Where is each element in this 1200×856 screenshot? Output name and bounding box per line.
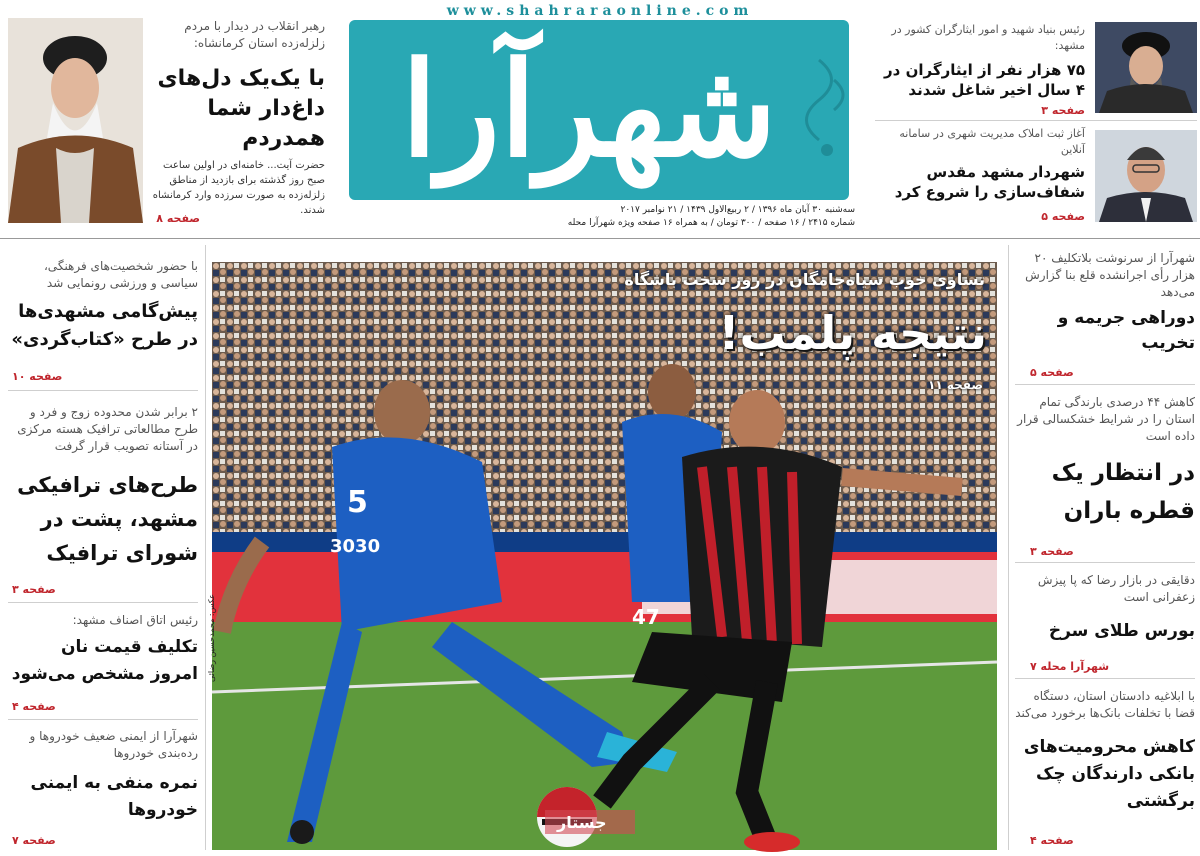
top-right-kicker-2: آغاز ثبت املاک مدیریت شهری در سامانه آنلاین xyxy=(899,127,1085,156)
shirt-sponsor-blue: 3030 xyxy=(330,536,381,557)
right-page-1[interactable]: صفحه ۵ xyxy=(1030,366,1074,379)
left-headline-2[interactable]: طرح‌های ترافیکی مشهد، پشت در شورای ترافیک xyxy=(17,473,198,565)
left-kicker-1: با حضور شخصیت‌های فرهنگی، سیاسی و ورزشی رونمایی شد xyxy=(43,259,198,290)
top-right-photo-2 xyxy=(1095,130,1197,222)
right-page-2[interactable]: صفحه ۳ xyxy=(1030,545,1074,558)
right-kicker-1: شهرآرا از سرنوشت بلاتکلیف ۲۰ هزار رأی اجرانشده قلع بنا گزارش می‌دهد xyxy=(1025,251,1195,299)
left-headline-4[interactable]: نمره منفی به ایمنی خودروها xyxy=(30,773,198,820)
official-portrait-2 xyxy=(1095,130,1197,222)
left-headline-3[interactable]: تکلیف قیمت نان امروز مشخص می‌شود xyxy=(11,637,198,684)
left-page-3[interactable]: صفحه ۴ xyxy=(12,700,56,713)
left-page-1[interactable]: صفحه ۱۰ xyxy=(12,370,63,383)
masthead-issue: شماره ۲۴۱۵ / ۱۶ صفحه / ۳۰۰ تومان / به همراه ۱۶ صفحه ویژه شهرآرا محله xyxy=(567,218,855,228)
main-headline[interactable]: نتیجه پلمب! xyxy=(718,306,987,360)
leader-portrait xyxy=(8,18,143,223)
photo-credit: عکس: محمدحسین رضائی xyxy=(207,593,216,682)
left-kicker-4: شهرآرا از ایمنی ضعیف خودروها و رده‌بندی خودرو‌ها xyxy=(29,729,198,760)
masthead-logo-panel xyxy=(349,20,849,200)
leader-page[interactable]: صفحه ۸ xyxy=(156,212,200,225)
left-kicker-3: رئیس اتاق اصناف مشهد: xyxy=(72,613,198,627)
masthead-url[interactable]: www.shahraraonline.com xyxy=(446,3,754,19)
right-headline-3[interactable]: بورس طلای سرخ xyxy=(1048,621,1195,641)
masthead-date: سه‌شنبه ۳۰ آبان ماه ۱۳۹۶ / ۲ ربیع‌الاول ۱۴۳۹ / ۲۱ نوامبر ۲۰۱۷ xyxy=(620,205,855,215)
top-right-headline-2[interactable]: شهردار مشهد مقدس شفاف‌سازی را شروع کرد xyxy=(894,163,1085,201)
leader-body: حضرت آیت... خامنه‌ای در اولین ساعت صبح روز گذشته برای بازدید از مناطق زلزله‌زده به صورت سرزده وارد کرمانشاه شدند. xyxy=(152,160,325,216)
official-portrait-1 xyxy=(1095,22,1197,113)
leader-headline[interactable]: با یک‌یک دل‌های داغ‌دار شما همدردم xyxy=(157,66,325,151)
main-page[interactable]: صفحه ۱۱ xyxy=(928,378,983,392)
top-right-kicker-1: رئیس بنیاد شهید و امور ایثارگران کشور در مشهد: xyxy=(891,23,1085,52)
right-kicker-4: با ابلاغیه دادستان استان، دستگاه قضا با تخلفات بانک‌ها برخورد می‌کند xyxy=(1015,689,1195,720)
shirt-number-blue: 5 xyxy=(347,485,368,520)
leader-photo xyxy=(8,18,143,223)
right-page-4[interactable]: صفحه ۴ xyxy=(1030,834,1074,847)
right-headline-4[interactable]: کاهش محرومیت‌های بانکی دارندگان چک برگشتی xyxy=(1023,737,1195,811)
right-headline-1[interactable]: دوراهی جریمه و تخریب xyxy=(1057,308,1195,353)
top-right-headline-1[interactable]: ۷۵ هزار نفر از ایثارگران در ۴ سال اخیر شاغل شدند xyxy=(884,61,1085,99)
top-right-page-2[interactable]: صفحه ۵ xyxy=(1041,210,1085,223)
left-page-4[interactable]: صفحه ۷ xyxy=(12,834,56,847)
top-right-photo-1 xyxy=(1095,22,1197,113)
right-kicker-3: دقایقی در بازار رضا که پا پیزش زعفرانی است xyxy=(1037,573,1195,604)
masthead xyxy=(335,0,865,235)
masthead-logo: شهرآرا xyxy=(401,33,777,186)
main-photo[interactable] xyxy=(207,262,997,850)
left-page-2[interactable]: صفحه ۳ xyxy=(12,583,56,596)
main-kicker: تساوی خوب سیاه‌جامگان در روز سخت باشگاه xyxy=(624,270,985,289)
shirt-number-red: 47 xyxy=(632,605,660,629)
left-headline-1[interactable]: پیش‌گامی مشهدی‌ها در طرح «کتاب‌گردی» xyxy=(11,301,198,350)
right-headline-2[interactable]: در انتظار یک قطره باران xyxy=(1051,460,1195,524)
right-kicker-2: کاهش ۴۴ درصدی بارندگی تمام استان را در شرایط خشکسالی قرار داده است xyxy=(1017,395,1195,443)
right-page-3[interactable]: شهرآرا محله ۷ xyxy=(1030,660,1110,673)
watermark: جستار xyxy=(557,813,607,832)
top-right-page-1[interactable]: صفحه ۳ xyxy=(1041,104,1085,117)
left-kicker-2: ۲ برابر شدن محدوده زوج و فرد و طرح مطالعاتی ترافیک هسته مرکزی در آستانه تصویب قرار گرفت xyxy=(17,405,198,453)
leader-kicker: رهبر انقلاب در دیدار با مردم زلزله‌زده استان کرمانشاه: xyxy=(184,19,325,50)
